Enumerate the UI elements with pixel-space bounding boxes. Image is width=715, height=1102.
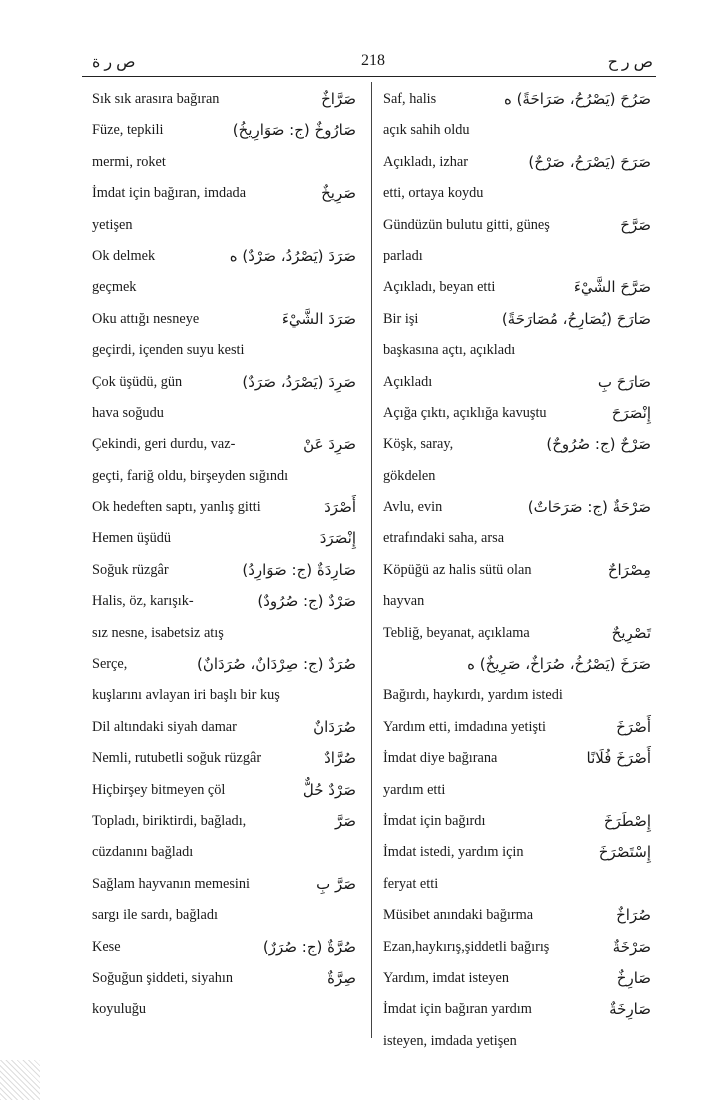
turkish-definition: geçirdi, içenden suyu kesti	[92, 342, 245, 359]
turkish-definition: Serçe,	[92, 656, 128, 673]
dictionary-entry-line	[383, 304, 655, 335]
dictionary-entry-line	[92, 84, 360, 115]
turkish-definition: kuşlarını avlayan iri başlı bir kuş	[92, 687, 280, 704]
turkish-definition: İmdat için bağıran, imdada	[92, 185, 247, 202]
scan-noise	[0, 1060, 40, 1100]
turkish-definition: Topladı, biriktirdi, bağladı,	[92, 812, 247, 829]
turkish-definition: Çekindi, geri durdu, vaz-	[92, 436, 236, 453]
turkish-definition: Bir işi	[383, 310, 419, 327]
arabic-headword: صَرَّحَ	[620, 215, 651, 234]
turkish-definition: Nemli, rutubetli soğuk rüzgâr	[92, 750, 262, 767]
dictionary-entry-line	[383, 900, 655, 931]
turkish-definition: Füze, tepkili	[92, 122, 164, 139]
dictionary-entry-line	[383, 869, 655, 900]
dictionary-entry-line	[92, 492, 360, 523]
arabic-headword: أَصْرَخَ	[616, 717, 651, 736]
turkish-definition: Açıkladı, beyan etti	[383, 279, 496, 296]
arabic-headword: صَرَدَ (يَصْرُدُ، صَرْدٌ) ه	[229, 246, 356, 265]
turkish-definition: İmdat istedi, yardım için	[383, 844, 524, 861]
turkish-definition: İmdat için bağıran yardım	[383, 1001, 532, 1018]
turkish-definition: yetişen	[92, 216, 133, 233]
arabic-headword: صَرْخَةٌ	[612, 937, 651, 956]
arabic-headword: صَارِخَةٌ	[609, 1000, 651, 1019]
turkish-definition: Sık sık arasıra bağıran	[92, 91, 220, 107]
turkish-definition: etti, ortaya koydu	[383, 185, 484, 202]
dictionary-entry-line	[383, 649, 655, 680]
turkish-definition: cüzdanını bağladı	[92, 844, 194, 861]
dictionary-entry-line	[92, 429, 360, 460]
turkish-definition: etrafındaki saha, arsa	[383, 530, 505, 547]
dictionary-entry-line	[92, 618, 360, 649]
arabic-headword: صَرَّ بِ	[316, 874, 356, 893]
header-root-letters-left: ص ر ة	[92, 54, 136, 71]
arabic-headword: صَرِيخٌ	[321, 184, 356, 203]
turkish-definition: Hiçbirşey bitmeyen çöl	[92, 781, 226, 798]
arabic-headword: صَارِدَةٌ (ج: صَوَارِدُ)	[242, 560, 356, 579]
turkish-definition: yardım etti	[383, 781, 446, 798]
dictionary-entry-line	[383, 837, 655, 868]
arabic-headword: صُرَّادٌ	[324, 749, 356, 768]
dictionary-entry-line	[383, 115, 655, 146]
dictionary-entry-line	[383, 147, 655, 178]
arabic-headword: صُرَدٌ (ج: صِرْدَانٌ، صُرَدَانٌ)	[196, 655, 356, 674]
dictionary-entry-line	[92, 304, 360, 335]
turkish-definition: Çok üşüdü, gün	[92, 373, 183, 390]
arabic-headword: صُرَاخٌ	[616, 906, 651, 925]
turkish-definition: parladı	[383, 247, 423, 264]
dictionary-entry-line	[383, 523, 655, 554]
dictionary-entry-line	[383, 618, 655, 649]
turkish-definition: feryat etti	[383, 875, 439, 892]
turkish-definition: Köpüğü az halis sütü olan	[383, 561, 532, 578]
dictionary-entry-line	[383, 775, 655, 806]
arabic-headword: صَرْحَةٌ (ج: صَرَحَاتٌ)	[527, 498, 651, 517]
arabic-headword: إِصْطَرَخَ	[603, 811, 651, 830]
dictionary-entry-line	[92, 523, 360, 554]
turkish-definition: geçti, fariğ oldu, birşeyden sığındı	[92, 467, 289, 484]
arabic-headword: صُرَدَانٌ	[313, 717, 356, 736]
dictionary-entry-line	[92, 775, 360, 806]
dictionary-entry-line	[92, 147, 360, 178]
turkish-definition: Müsibet anındaki bağırma	[383, 907, 534, 924]
arabic-headword: صَارُوخٌ (ج: صَوَارِيخُ)	[232, 121, 356, 140]
dictionary-entry-line	[92, 680, 360, 711]
dictionary-entry-line	[383, 743, 655, 774]
dictionary-entry-line	[92, 461, 360, 492]
turkish-definition: geçmek	[92, 279, 137, 296]
dictionary-entry-line	[383, 178, 655, 209]
dictionary-entry-line	[383, 492, 655, 523]
turkish-definition: Tebliğ, beyanat, açıklama	[383, 624, 530, 641]
arabic-headword: صَرَّ	[334, 811, 356, 830]
turkish-definition: Yardım etti, imdadına yetişti	[383, 718, 546, 735]
arabic-headword: إِسْتَصْرَخَ	[598, 843, 651, 862]
turkish-definition: Oku attığı nesneye	[92, 310, 200, 327]
dictionary-entry-line	[383, 712, 655, 743]
dictionary-entry-line	[92, 115, 360, 146]
dictionary-entry-line	[92, 743, 360, 774]
arabic-headword: صَارَحَ بِ	[597, 372, 651, 391]
arabic-headword: صَرَحَ (يَصْرَحُ، صَرْحٌ)	[528, 152, 651, 171]
turkish-definition: Halis, öz, karışık-	[92, 593, 194, 610]
dictionary-entry-line	[383, 429, 655, 460]
turkish-definition: Bağırdı, haykırdı, yardım istedi	[383, 687, 563, 704]
turkish-definition: Gündüzün bulutu gitti, güneş	[383, 216, 550, 233]
turkish-definition: İmdat diye bağırana	[383, 750, 498, 767]
arabic-headword: إِنْصَرَدَ	[319, 529, 356, 548]
turkish-definition: Ok hedeften saptı, yanlış gitti	[92, 499, 261, 516]
arabic-headword: صَرْدٌ حُلٌّ	[302, 780, 356, 799]
dictionary-entry-line	[92, 398, 360, 429]
arabic-headword: مِصْرَاحٌ	[607, 560, 651, 579]
dictionary-entry-line	[92, 210, 360, 241]
dictionary-entry-line	[383, 335, 655, 366]
turkish-definition: açık sahih oldu	[383, 122, 470, 139]
dictionary-entry-line	[383, 1026, 655, 1057]
dictionary-entry-line	[92, 932, 360, 963]
arabic-headword: صَارَحَ (يُصَارِحُ، مُصَارَحَةً)	[501, 309, 651, 328]
dictionary-entry-line	[383, 241, 655, 272]
dictionary-entry-line	[383, 586, 655, 617]
turkish-definition: Hemen üşüdü	[92, 530, 172, 547]
dictionary-entry-line	[92, 555, 360, 586]
dictionary-entry-line	[383, 84, 655, 115]
dictionary-entry-line	[92, 712, 360, 743]
turkish-definition: Köşk, saray,	[383, 436, 454, 453]
arabic-headword: أَصْرَخَ فُلَانًا	[586, 749, 651, 768]
dictionary-entry-line	[383, 461, 655, 492]
dictionary-entry-line	[383, 398, 655, 429]
dictionary-entry-line	[92, 241, 360, 272]
turkish-definition: Ezan,haykırış,şiddetli bağırış	[383, 938, 550, 955]
header-rule	[82, 76, 656, 77]
dictionary-entry-line	[383, 210, 655, 241]
turkish-definition: sız nesne, isabetsiz atış	[92, 624, 224, 641]
turkish-definition: hayvan	[383, 593, 425, 610]
dictionary-entry-line	[92, 367, 360, 398]
turkish-definition: Soğuk rüzgâr	[92, 561, 169, 578]
dictionary-entry-line	[92, 869, 360, 900]
turkish-definition: Ok delmek	[92, 247, 156, 264]
arabic-headword: صَرَّاخٌ	[321, 90, 356, 108]
arabic-headword: صِرَّةٌ	[327, 968, 356, 987]
turkish-definition: isteyen, imdada yetişen	[383, 1032, 517, 1049]
arabic-headword: صَرَخَ (يَصْرُخُ، صُرَاخٌ، صَرِيخٌ) ه	[467, 655, 651, 674]
dictionary-entry-line	[92, 335, 360, 366]
turkish-definition: Açığa çıktı, açıklığa kavuştu	[383, 404, 547, 421]
arabic-headword: صَرَّحَ الشَّيْءَ	[573, 278, 651, 297]
arabic-headword: أَصْرَدَ	[324, 498, 356, 517]
turkish-definition: başkasına açtı, açıkladı	[383, 342, 516, 359]
dictionary-entry-line	[92, 963, 360, 994]
page-number: 218	[361, 52, 385, 69]
dictionary-entry-line	[383, 367, 655, 398]
dictionary-entry-line	[92, 272, 360, 303]
turkish-definition: Sağlam hayvanın memesini	[92, 875, 251, 892]
arabic-headword: صَرِدَ (يَصْرَدُ، صَرَدٌ)	[242, 372, 356, 391]
arabic-headword: صَرْحٌ (ج: صُرُوحٌ)	[546, 435, 651, 454]
turkish-definition: hava soğudu	[92, 404, 164, 421]
dictionary-entry-line	[383, 963, 655, 994]
turkish-definition: İmdat için bağırdı	[383, 812, 486, 829]
arabic-headword: صَرَدَ الشَّيْءَ	[281, 309, 356, 328]
dictionary-entry-line	[383, 555, 655, 586]
turkish-definition: Açıkladı, izhar	[383, 153, 468, 170]
column-divider	[371, 82, 372, 1038]
turkish-definition: Yardım, imdat isteyen	[383, 969, 510, 986]
turkish-definition: Avlu, evin	[383, 499, 443, 516]
left-column	[92, 84, 360, 1026]
arabic-headword: صَرُحَ (يَصْرُحُ، صَرَاحَةً) ه	[503, 90, 651, 108]
turkish-definition: mermi, roket	[92, 153, 166, 170]
turkish-definition: sargı ile sardı, bağladı	[92, 907, 218, 924]
dictionary-entry-line	[92, 900, 360, 931]
arabic-headword: صُرَّةٌ (ج: صُرَرٌ)	[262, 937, 356, 956]
dictionary-entry-line	[383, 806, 655, 837]
dictionary-entry-line	[92, 178, 360, 209]
header-root-letters-right: ص ر ح	[607, 54, 653, 71]
turkish-definition: gökdelen	[383, 467, 436, 484]
arabic-headword: صَرِدَ عَنْ	[303, 435, 356, 454]
arabic-headword: تَصْرِيحٌ	[611, 623, 651, 642]
turkish-definition: koyuluğu	[92, 1001, 147, 1018]
turkish-definition: Açıkladı	[383, 373, 433, 390]
right-column	[383, 84, 655, 1057]
dictionary-entry-line	[92, 806, 360, 837]
dictionary-entry-line	[92, 649, 360, 680]
dictionary-entry-line	[92, 994, 360, 1025]
dictionary-entry-line	[383, 994, 655, 1025]
turkish-definition: Kese	[92, 938, 121, 955]
dictionary-entry-line	[383, 272, 655, 303]
turkish-definition: Soğuğun şiddeti, siyahın	[92, 969, 233, 986]
dictionary-entry-line	[92, 837, 360, 868]
dictionary-entry-line	[383, 680, 655, 711]
turkish-definition: Dil altındaki siyah damar	[92, 718, 237, 735]
arabic-headword: إِنْصَرَحَ	[611, 403, 651, 422]
arabic-headword: صَرْدٌ (ج: صُرُودٌ)	[257, 592, 356, 611]
dictionary-entry-line	[92, 586, 360, 617]
turkish-definition: Saf, halis	[383, 91, 437, 107]
arabic-headword: صَارِخٌ	[616, 968, 651, 987]
dictionary-entry-line	[383, 932, 655, 963]
